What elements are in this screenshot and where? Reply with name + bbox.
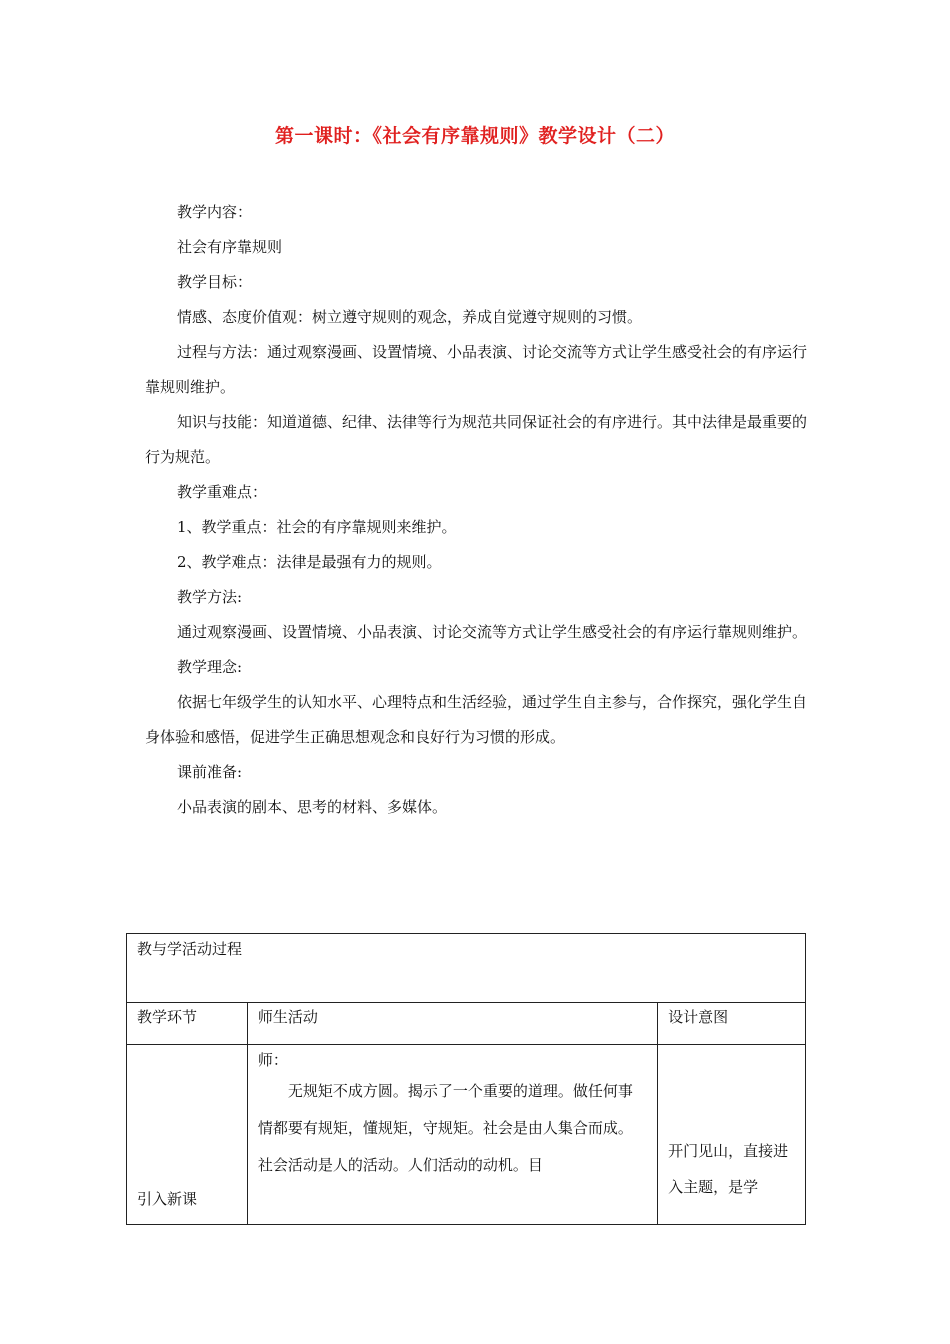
- stage-cell: 引入新课: [127, 1045, 248, 1225]
- method-text: 通过观察漫画、设置情境、小品表演、讨论交流等方式让学生感受社会的有序运行靠规则维护。: [177, 623, 808, 641]
- idea-text: 依据七年级学生的认知水平、心理特点和生活经验，通过学生自主参与，合作探究，强化学生自身体验和感悟，促进学生正确思想观念和良好行为习惯的形成。: [145, 693, 808, 746]
- goal-process: 过程与方法：通过观察漫画、设置情境、小品表演、讨论交流等方式让学生感受社会的有序运行靠规则维护。: [145, 343, 808, 396]
- table-header: 教与学活动过程: [127, 934, 806, 1003]
- prep-heading: 课前准备:: [177, 763, 243, 781]
- intent-cell: 开门见山，直接进入主题，是学: [658, 1045, 806, 1225]
- lesson-body: [145, 195, 807, 825]
- content-text: 社会有序靠规则: [177, 238, 283, 256]
- goals-heading: 教学目标：: [177, 273, 253, 291]
- column-header-intent: 设计意图: [658, 1003, 806, 1045]
- goal-emotion: 情感、态度价值观：树立遵守规则的观念，养成自觉遵守规则的习惯。: [177, 308, 643, 326]
- activity-text: 无规矩不成方圆。揭示了一个重要的道理。做任何事情都要有规矩，懂规矩，守规矩。社会是由人集合而成。社会活动是人的活动。人们活动的动机。目: [257, 1082, 633, 1174]
- idea-heading: 教学理念:: [177, 658, 243, 676]
- key-point: 1、教学重点：社会的有序靠规则来维护。: [177, 518, 457, 536]
- document-title: 第一课时：《社会有序靠规则》教学设计（二）: [274, 125, 675, 147]
- difficult-point: 2、教学难点：法律是最强有力的规则。: [177, 553, 442, 571]
- activity-table: [126, 933, 806, 1225]
- column-header-stage: 教学环节: [127, 1003, 248, 1045]
- content-heading: 教学内容：: [177, 203, 253, 221]
- column-header-activity: 师生活动: [247, 1003, 657, 1045]
- table-row: [127, 1045, 806, 1225]
- method-heading: 教学方法:: [177, 588, 243, 606]
- activity-cell: [247, 1045, 657, 1225]
- prep-text: 小品表演的剧本、思考的材料、多媒体。: [177, 798, 448, 816]
- key-heading: 教学重难点：: [177, 483, 268, 501]
- column-header-row: [127, 1003, 806, 1045]
- goal-knowledge: 知识与技能：知道道德、纪律、法律等行为规范共同保证社会的有序进行。其中法律是最重要的行为规范。: [145, 413, 808, 466]
- speaker-label: 师：: [257, 1051, 288, 1069]
